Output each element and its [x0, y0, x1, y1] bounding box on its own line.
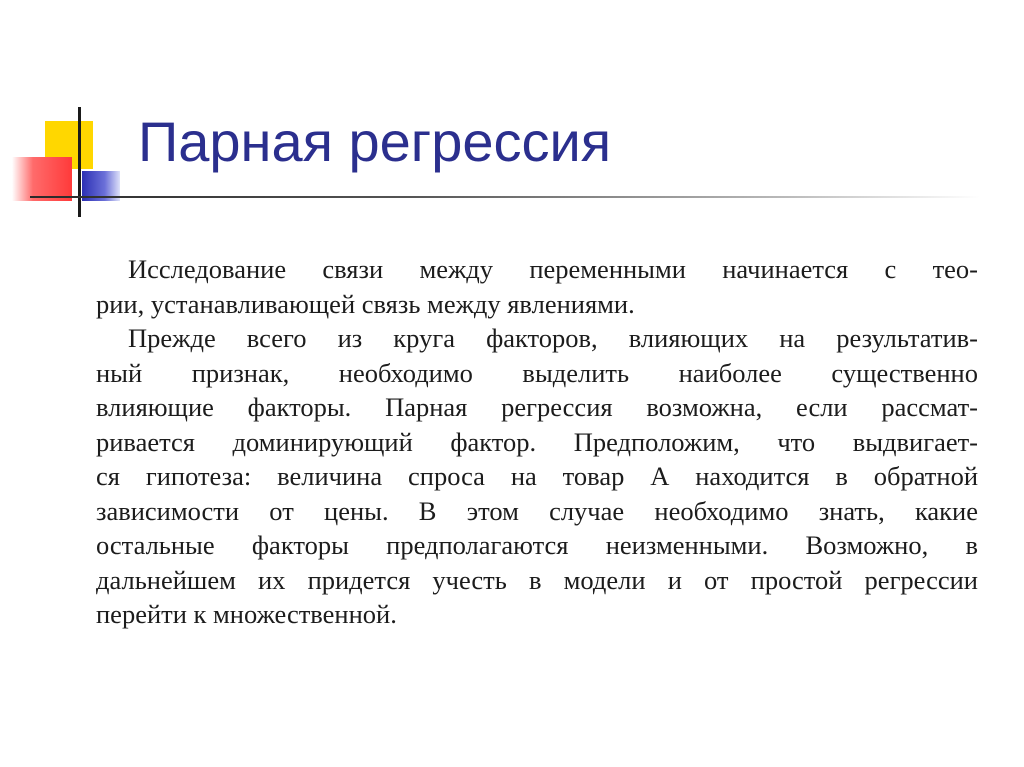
paragraph-line: ривается доминирующий фактор. Предположим, что выдвигает-	[96, 426, 978, 457]
slide-body	[96, 252, 978, 632]
paragraph-line: перейти к множественной.	[96, 599, 397, 629]
paragraph-line: рии, устанавливающей связь между явлениями.	[96, 288, 635, 319]
paragraph-line: остальные факторы предполагаются неизменными. Возможно, в	[96, 530, 978, 560]
title-underline	[30, 196, 980, 198]
paragraph-line: ся гипотеза: величина спроса на товар А находится в обратной	[96, 461, 978, 491]
decorative-red-bar	[12, 157, 72, 201]
paragraph-line: Исследование связи между переменными начинается с тео-	[128, 254, 978, 284]
slide-title: Парная регрессия	[138, 110, 612, 173]
decorative-vertical-line	[78, 107, 81, 217]
paragraph-line: Прежде всего из круга факторов, влияющих на результатив-	[128, 323, 978, 353]
paragraph-line: дальнейшем их придется учесть в модели и от простой регрессии	[96, 564, 978, 595]
paragraph-line: влияющие факторы. Парная регрессия возможна, если рассмат-	[96, 392, 978, 422]
paragraph-line: ный признак, необходимо выделить наиболее существенно	[96, 357, 978, 388]
paragraph-line: зависимости от цены. В этом случае необходимо знать, какие	[96, 495, 978, 526]
